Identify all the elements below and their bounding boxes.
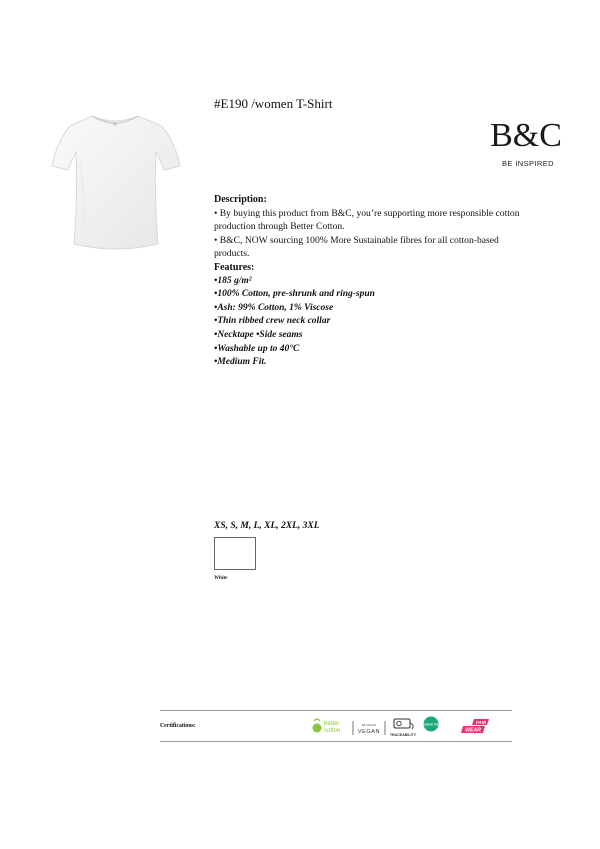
- better-cotton-text-1: better: [324, 721, 340, 727]
- vegan-small-text: BE VEGAN: [361, 723, 377, 727]
- description-block: [214, 193, 532, 370]
- vegan-logo: [352, 720, 386, 736]
- green-tee-icon: [423, 716, 439, 732]
- better-cotton-text-2: cotton: [324, 728, 341, 734]
- certifications-bottom-divider: [160, 741, 512, 742]
- product-title: #E190 /women T-Shirt: [214, 96, 333, 111]
- green-tee-logo: [423, 716, 439, 732]
- brand-logo: [488, 112, 568, 174]
- certifications-top-divider: [160, 710, 512, 711]
- vegan-icon: [352, 720, 386, 736]
- fair-wear-icon: [460, 718, 490, 734]
- feature-item: •100% Cotton, pre-shrunk and ring-spun: [214, 289, 375, 300]
- description-bullet-1: • By buying this product from B&C, you’re supporting more responsible cotton production through Better Cotton.: [214, 207, 520, 233]
- traceability-icon: [388, 717, 418, 739]
- feature-item: •Thin ribbed crew neck collar: [214, 316, 331, 327]
- feature-item: •185 g/m²: [214, 275, 252, 286]
- feature-item: •Necktape •Side seams: [214, 329, 303, 340]
- bc-logo-mark: [490, 112, 562, 154]
- feature-item: •Ash: 99% Cotton, 1% Viscose: [214, 302, 334, 313]
- color-swatch-white[interactable]: [214, 537, 256, 570]
- product-image: [40, 104, 190, 254]
- features-heading: Features:: [214, 261, 255, 273]
- brand-tagline: BE INSPIRED: [502, 159, 554, 168]
- fair-wear-text-1: FAIR: [475, 719, 487, 725]
- certifications-label: Certifications:: [160, 723, 196, 729]
- vegan-text: VEGAN: [357, 729, 381, 735]
- feature-item: •Medium Fit.: [214, 357, 267, 368]
- svg-text:B&C: B&C: [490, 117, 562, 154]
- description-heading: Description:: [214, 194, 267, 205]
- tshirt-icon: [40, 104, 190, 254]
- traceability-text: TRACEABILITY: [389, 733, 417, 737]
- fair-wear-logo: [460, 718, 490, 734]
- size-range: XS, S, M, L, XL, 2XL, 3XL: [214, 521, 320, 531]
- green-tee-text: GREEN TEE: [423, 723, 439, 727]
- fair-wear-text-2: WEAR: [465, 727, 481, 734]
- description-bullet-2: • B&C, NOW sourcing 100% More Sustainable fibres for all cotton-based products.: [214, 234, 499, 260]
- feature-item: •Washable up to 40°C: [214, 343, 300, 354]
- better-cotton-icon: [312, 717, 350, 737]
- color-swatch-label: White: [214, 575, 228, 581]
- better-cotton-logo: [312, 717, 350, 737]
- traceability-logo: [388, 717, 418, 739]
- features-list: [214, 275, 532, 370]
